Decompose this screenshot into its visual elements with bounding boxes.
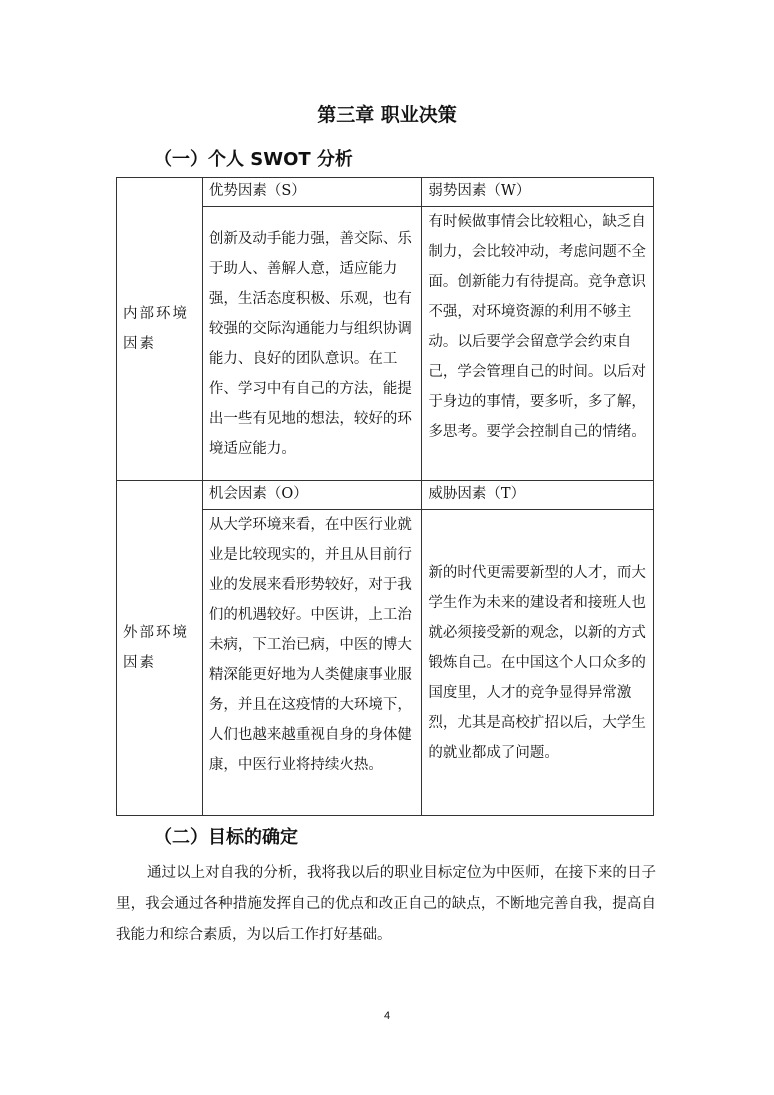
external-factors-label: 外部环境因素 xyxy=(117,481,203,816)
chapter-title: 第三章 职业决策 xyxy=(317,104,457,126)
strengths-cell: 创新及动手能力强，善交际、乐于助人、善解人意，适应能力强，生活态度积极、乐观，也有较强的交际沟通能力与组织协调能力、良好的团队意识。在工作、学习中有自己的方法，能提出一些有见地的想法，较好的环境适应能力。 xyxy=(202,207,422,481)
opportunities-cell: 从大学环境来看，在中医行业就业是比较现实的，并且从目前行业的发展来看形势较好，对于我们的机遇较好。中医讲，上工治未病，下工治已病，中医的博大精深能更好地为人类健康事业服务，并且在这疫情的大环境下，人们也越来越重视自身的身体健康，中医行业将持续火热。 xyxy=(202,510,422,816)
section-title-goal: （二）目标的确定 xyxy=(154,827,298,848)
threats-header: 威胁因素（T） xyxy=(422,481,654,510)
opportunities-header: 机会因素（O） xyxy=(202,481,422,510)
weaknesses-cell: 有时候做事情会比较粗心，缺乏自制力，会比较冲动，考虑问题不全面。创新能力有待提高。竞争意识不强，对环境资源的利用不够主动。以后要学会留意学会约束自己，学会管理自己的时间。以后对于身边的事情，要多听，多了解，多思考。要学会控制自己的情绪。 xyxy=(422,207,654,481)
section-title-swot: （一）个人 SWOT 分析 xyxy=(154,149,353,170)
page-number: 4 xyxy=(383,1010,391,1022)
threats-cell: 新的时代更需要新型的人才，而大学生作为未来的建设者和接班人也就必须接受新的观念，以新的方式锻炼自己。在中国这个人口众多的国度里，人才的竞争显得异常激烈，尤其是高校扩招以后，大学生的就业都成了问题。 xyxy=(422,510,654,816)
strengths-header: 优势因素（S） xyxy=(202,178,422,207)
internal-factors-label: 内部环境因素 xyxy=(117,178,203,481)
weaknesses-header: 弱势因素（W） xyxy=(422,178,654,207)
goal-paragraph: 通过以上对自我的分析，我将我以后的职业目标定位为中医师，在接下来的日子里，我会通过各种措施发挥自己的优点和改正自己的缺点，不断地完善自我，提高自我能力和综合素质，为以后工作打好基础。 xyxy=(116,865,656,943)
swot-table xyxy=(116,177,654,816)
